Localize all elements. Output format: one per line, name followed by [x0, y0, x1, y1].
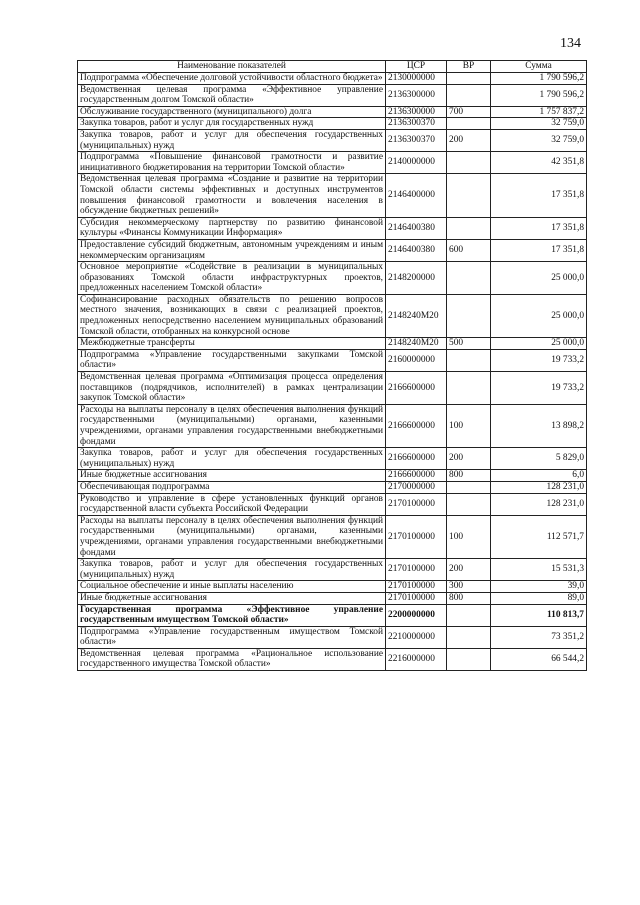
table-row: [78, 338, 587, 350]
row-name: Социальное обеспечение и иные выплаты населению: [78, 581, 386, 593]
table-row: [78, 372, 587, 405]
table-row: [78, 174, 587, 217]
row-csr: 2148240М20: [386, 294, 447, 337]
row-csr: 2170100000: [386, 493, 447, 515]
row-csr: 2136300370: [386, 118, 447, 130]
row-vr: 700: [447, 106, 491, 118]
row-csr: 2146400380: [386, 239, 447, 261]
table-row: [78, 262, 587, 295]
row-name: Межбюджетные трансферты: [78, 338, 386, 350]
table-body: [78, 73, 587, 671]
row-vr: [447, 152, 491, 174]
table-row: [78, 559, 587, 581]
row-name: Руководство и управление в сфере установленных функций органов государственной власти субъекта Российской Федерации: [78, 493, 386, 515]
row-csr: 2170100000: [386, 581, 447, 593]
row-vr: 100: [447, 515, 491, 558]
row-sum: 1 757 837,2: [491, 106, 587, 118]
table-row: [78, 118, 587, 130]
row-vr: [447, 372, 491, 405]
row-csr: 2148200000: [386, 262, 447, 295]
row-sum: 13 898,2: [491, 404, 587, 447]
row-name: Подпрограмма «Управление государственным имуществом Томской области»: [78, 626, 386, 648]
budget-table: [77, 60, 587, 671]
row-csr: 2136300000: [386, 84, 447, 106]
row-sum: 1 790 596,2: [491, 73, 587, 85]
row-name: Ведомственная целевая программа «Оптимизация процесса определения поставщиков (подрядчиков, исполнителей) в рамках централизации закупок Томской области»: [78, 372, 386, 405]
row-csr: 2170000000: [386, 481, 447, 493]
row-vr: [447, 604, 491, 626]
row-sum: 110 813,7: [491, 604, 587, 626]
row-vr: [447, 262, 491, 295]
table-row: [78, 648, 587, 670]
table-row: [78, 470, 587, 482]
row-sum: 128 231,0: [491, 481, 587, 493]
row-name: Государственная программа «Эффективное управление государственным имуществом Томской области»: [78, 604, 386, 626]
row-vr: [447, 493, 491, 515]
row-vr: 800: [447, 470, 491, 482]
row-name: Иные бюджетные ассигнования: [78, 470, 386, 482]
row-name: Закупка товаров, работ и услуг для обеспечения государственных (муниципальных) нужд: [78, 559, 386, 581]
row-csr: 2148240М20: [386, 338, 447, 350]
table-row: [78, 448, 587, 470]
row-vr: [447, 84, 491, 106]
row-vr: 600: [447, 239, 491, 261]
row-vr: 500: [447, 338, 491, 350]
row-csr: 2146400000: [386, 174, 447, 217]
table-row: [78, 515, 587, 558]
table-row: [78, 404, 587, 447]
table-row: [78, 217, 587, 239]
row-csr: 2170100000: [386, 515, 447, 558]
row-sum: 89,0: [491, 592, 587, 604]
row-sum: 25 000,0: [491, 294, 587, 337]
row-sum: 39,0: [491, 581, 587, 593]
row-sum: 17 351,8: [491, 239, 587, 261]
table-row: [78, 73, 587, 85]
row-sum: 73 351,2: [491, 626, 587, 648]
row-csr: 2140000000: [386, 152, 447, 174]
table-row: [78, 106, 587, 118]
row-name: Основное мероприятие «Содействие в реализации в муниципальных образованиях Томской области инфраструктурных проектов, предложенных населением Томской области»: [78, 262, 386, 295]
row-csr: 2170100000: [386, 559, 447, 581]
table-row: [78, 349, 587, 371]
row-sum: 25 000,0: [491, 338, 587, 350]
row-name: Закупка товаров, работ и услуг для обеспечения государственных (муниципальных) нужд: [78, 448, 386, 470]
table-row: [78, 239, 587, 261]
row-sum: 15 531,3: [491, 559, 587, 581]
row-csr: 2166600000: [386, 448, 447, 470]
row-name: Расходы на выплаты персоналу в целях обеспечения выполнения функций государственными (муниципальными) органами, казенными учреждениями, органами управления государственными внебюджетными фондами: [78, 404, 386, 447]
row-name: Софинансирование расходных обязательств по решению вопросов местного значения, возникающих в связи с реализацией проектов, предложенных непосредственно населением муниципальных образований Томской области, отобранных на конкурсной основе: [78, 294, 386, 337]
row-vr: [447, 626, 491, 648]
header-csr: ЦСР: [386, 61, 447, 73]
table-row: [78, 493, 587, 515]
row-csr: 2216000000: [386, 648, 447, 670]
row-sum: 5 829,0: [491, 448, 587, 470]
row-sum: 1 790 596,2: [491, 84, 587, 106]
row-sum: 128 231,0: [491, 493, 587, 515]
row-csr: 2166600000: [386, 404, 447, 447]
row-vr: [447, 118, 491, 130]
row-vr: 300: [447, 581, 491, 593]
table-row: [78, 581, 587, 593]
row-csr: 2136300000: [386, 106, 447, 118]
row-sum: 112 571,7: [491, 515, 587, 558]
row-name: Иные бюджетные ассигнования: [78, 592, 386, 604]
row-name: Подпрограмма «Управление государственными закупками Томской области»: [78, 349, 386, 371]
table-row: [78, 84, 587, 106]
row-csr: 2210000000: [386, 626, 447, 648]
row-vr: 200: [447, 448, 491, 470]
row-csr: 2146400380: [386, 217, 447, 239]
table-row: [78, 152, 587, 174]
row-sum: 19 733,2: [491, 349, 587, 371]
row-name: Обеспечивающая подпрограмма: [78, 481, 386, 493]
row-vr: 100: [447, 404, 491, 447]
row-sum: 17 351,8: [491, 217, 587, 239]
row-vr: [447, 481, 491, 493]
row-vr: [447, 174, 491, 217]
row-name: Обслуживание государственного (муниципального) долга: [78, 106, 386, 118]
header-name: Наименование показателей: [78, 61, 386, 73]
table-row: [78, 592, 587, 604]
row-name: Расходы на выплаты персоналу в целях обеспечения выполнения функций государственными (муниципальными) органами, казенными учреждениями, органами управления государственными внебюджетными фондами: [78, 515, 386, 558]
header-vr: ВР: [447, 61, 491, 73]
row-csr: 2136300370: [386, 129, 447, 151]
table-row: [78, 604, 587, 626]
row-csr: 2166600000: [386, 470, 447, 482]
table-row: [78, 129, 587, 151]
row-sum: 17 351,8: [491, 174, 587, 217]
row-sum: 42 351,8: [491, 152, 587, 174]
row-vr: 800: [447, 592, 491, 604]
row-vr: [447, 349, 491, 371]
row-vr: [447, 648, 491, 670]
row-name: Ведомственная целевая программа «Эффективное управление государственным долгом Томской области»: [78, 84, 386, 106]
row-sum: 32 759,0: [491, 118, 587, 130]
row-name: Субсидия некоммерческому партнерству по развитию финансовой культуры «Финансы Коммуникации Информация»: [78, 217, 386, 239]
row-name: Ведомственная целевая программа «Создание и развитие на территории Томской области системы эффективных и доступных инструментов повышения финансовой грамотности и вовлечения населения в обсуждение бюджетных решений»: [78, 174, 386, 217]
row-name: Подпрограмма «Обеспечение долговой устойчивости областного бюджета»: [78, 73, 386, 85]
row-name: Ведомственная целевая программа «Рациональное использование государственного имущества Томской области»: [78, 648, 386, 670]
row-vr: 200: [447, 559, 491, 581]
row-csr: 2130000000: [386, 73, 447, 85]
row-vr: 200: [447, 129, 491, 151]
table-row: [78, 626, 587, 648]
row-sum: 66 544,2: [491, 648, 587, 670]
table-row: [78, 294, 587, 337]
row-name: Предоставление субсидий бюджетным, автономным учреждениям и иным некоммерческим организациям: [78, 239, 386, 261]
row-csr: 2166600000: [386, 372, 447, 405]
row-csr: 2200000000: [386, 604, 447, 626]
table-header-row: [78, 61, 587, 73]
row-csr: 2170100000: [386, 592, 447, 604]
page-number: 134: [560, 36, 581, 51]
row-name: Закупка товаров, работ и услуг для обеспечения государственных (муниципальных) нужд: [78, 129, 386, 151]
row-sum: 19 733,2: [491, 372, 587, 405]
row-name: Подпрограмма «Повышение финансовой грамотности и развитие инициативного бюджетирования на территории Томской области»: [78, 152, 386, 174]
row-sum: 32 759,0: [491, 129, 587, 151]
row-sum: 25 000,0: [491, 262, 587, 295]
row-sum: 6,0: [491, 470, 587, 482]
row-vr: [447, 73, 491, 85]
row-csr: 2160000000: [386, 349, 447, 371]
header-sum: Сумма: [491, 61, 587, 73]
row-vr: [447, 217, 491, 239]
row-vr: [447, 294, 491, 337]
row-name: Закупка товаров, работ и услуг для государственных нужд: [78, 118, 386, 130]
table-row: [78, 481, 587, 493]
